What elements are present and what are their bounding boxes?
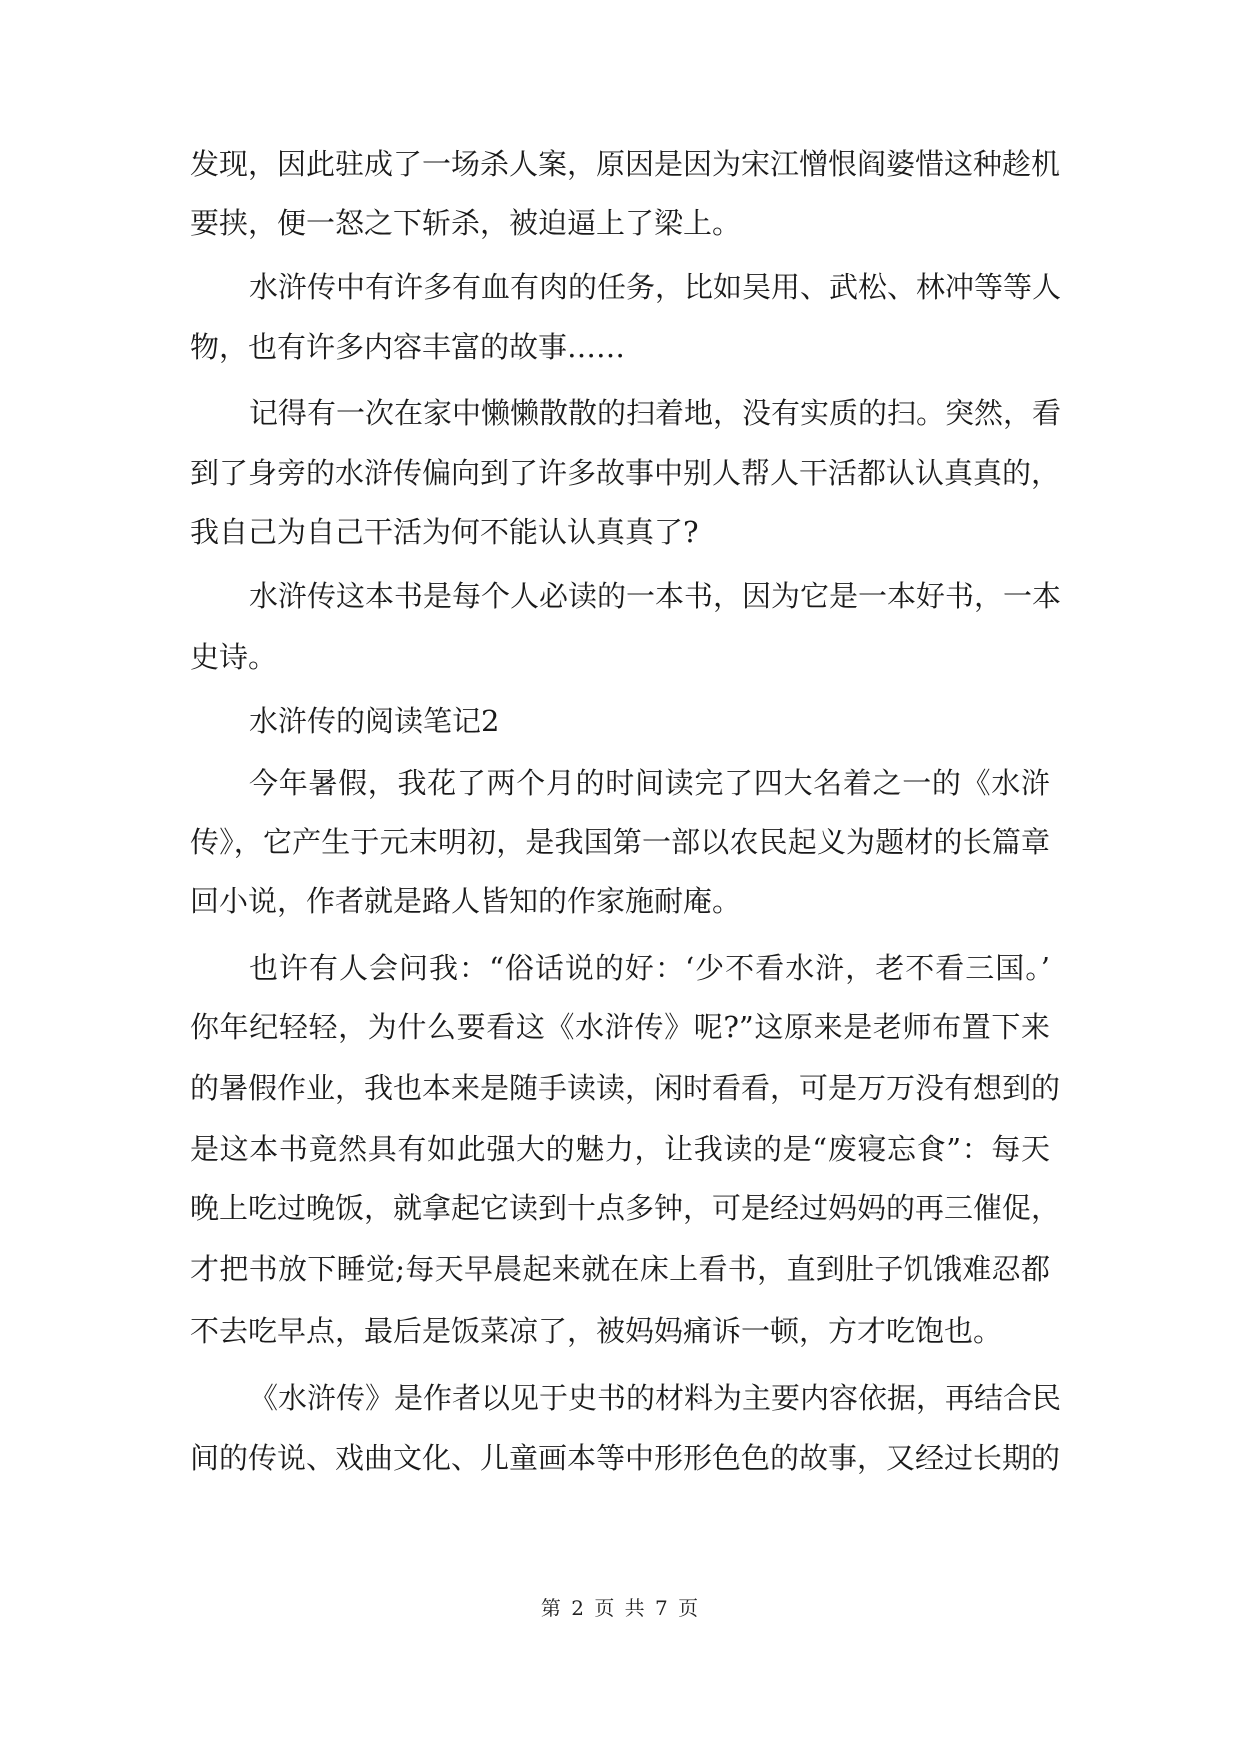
text-line-2: 要挟，便一怒之下斩杀，被迫逼上了梁上。 (190, 206, 742, 240)
text-line-18: 晚上吃过晚饭，就拿起它读到十点多钟，可是经过妈妈的再三催促， (190, 1191, 1061, 1225)
text-line-16: 的暑假作业，我也本来是随手读读，闲时看看，可是万万没有想到的 (190, 1071, 1061, 1105)
text-line-12: 传》，它产生于元末明初，是我国第一部以农民起义为题材的长篇章 (190, 825, 1050, 859)
text-line-15: 你年纪轻轻，为什么要看这《水浒传》呢?”这原来是老师布置下来 (190, 1010, 1050, 1044)
text-line-20: 不去吃早点，最后是饭菜凉了，被妈妈痛诉一顿，方才吃饱也。 (190, 1314, 1003, 1348)
text-line-13: 回小说，作者就是路人皆知的作家施耐庵。 (190, 884, 742, 918)
text-line-19: 才把书放下睡觉;每天早晨起来就在床上看书，直到肚子饥饿难忍都 (190, 1252, 1050, 1286)
text-line-14: 也许有人会问我：“俗话说的好：‘少不看水浒，老不看三国。’ (249, 951, 1050, 985)
page-footer: 第 2 页 共 7 页 (540, 1596, 701, 1620)
text-line-4: 物，也有许多内容丰富的故事…… (190, 330, 626, 364)
text-line-7: 我自己为自己干活为何不能认认真真了? (190, 515, 699, 549)
text-line-5: 记得有一次在家中懒懒散散的扫着地，没有实质的扫。突然，看 (249, 396, 1062, 430)
text-line-17: 是这本书竟然具有如此强大的魅力，让我读的是“废寝忘食”：每天 (190, 1132, 1050, 1166)
text-line-3: 水浒传中有许多有血有肉的任务，比如吴用、武松、林冲等等人 (249, 270, 1062, 304)
text-line-6: 到了身旁的水浒传偏向到了许多故事中别人帮人干活都认认真真的， (190, 456, 1061, 490)
text-line-9: 史诗。 (190, 640, 278, 674)
text-line-21: 《水浒传》是作者以见于史书的材料为主要内容依据，再结合民 (249, 1381, 1062, 1415)
text-line-11: 今年暑假，我花了两个月的时间读完了四大名着之一的《水浒 (249, 766, 1050, 800)
text-line-8: 水浒传这本书是每个人必读的一本书，因为它是一本好书，一本 (249, 579, 1062, 613)
section-heading: 水浒传的阅读笔记2 (249, 704, 500, 738)
text-line-1: 发现，因此驻成了一场杀人案，原因是因为宋江憎恨阎婆惜这种趁机 (190, 147, 1061, 181)
text-line-22: 间的传说、戏曲文化、儿童画本等中形形色色的故事，又经过长期的 (190, 1441, 1061, 1475)
